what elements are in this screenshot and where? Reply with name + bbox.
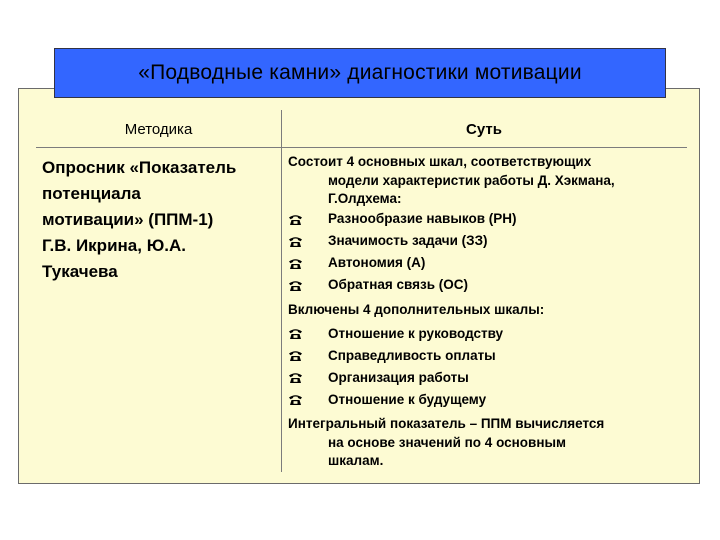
integral-text: шкалам. xyxy=(328,453,384,468)
telephone-icon xyxy=(288,258,328,270)
scale-label: Отношение к руководству xyxy=(328,325,504,341)
telephone-icon xyxy=(288,328,328,340)
scale-label: Значимость задачи (ЗЗ) xyxy=(328,233,488,249)
scale-label: Обратная связь (ОС) xyxy=(328,277,469,293)
telephone-icon xyxy=(288,394,328,406)
method-line: Г.В. Икрина, Ю.А. xyxy=(42,236,186,255)
list-item xyxy=(288,231,684,253)
list-item xyxy=(288,389,684,411)
integral-text: Интегральный показатель – ППМ вычисляется xyxy=(288,416,605,431)
essence-cell xyxy=(288,153,684,471)
list-item xyxy=(288,367,684,389)
telephone-icon xyxy=(288,350,328,362)
scale-label: Отношение к будущему xyxy=(328,391,487,407)
list-item xyxy=(288,275,684,297)
header-essence: Суть xyxy=(466,121,502,138)
list-item xyxy=(288,253,684,275)
scale-label: Автономия (А) xyxy=(328,255,426,271)
slide-title: «Подводные камни» диагностики мотивации xyxy=(54,48,666,98)
telephone-icon xyxy=(288,236,328,248)
telephone-icon xyxy=(288,280,328,292)
telephone-icon xyxy=(288,214,328,226)
integral-text: на основе значений по 4 основным xyxy=(328,434,567,450)
method-line: Опросник «Показатель xyxy=(42,158,237,177)
list-item xyxy=(288,323,684,345)
intro-text: Г.Олдхема: xyxy=(328,191,402,206)
scale-label: Разнообразие навыков (РН) xyxy=(328,211,517,227)
scale-label: Справедливость оплаты xyxy=(328,347,496,363)
list-item xyxy=(288,345,684,367)
method-line: мотивации» (ППМ-1) xyxy=(42,210,214,229)
scale-label: Организация работы xyxy=(328,369,469,385)
header-divider xyxy=(36,147,687,148)
method-line: Тукачева xyxy=(42,262,118,281)
list-item xyxy=(288,209,684,231)
intro-text: Состоит 4 основных шкал, соответствующих xyxy=(288,154,592,169)
telephone-icon xyxy=(288,372,328,384)
method-line: потенциала xyxy=(42,184,141,203)
additional-intro: Включены 4 дополнительных шкалы: xyxy=(288,301,545,317)
header-method: Методика xyxy=(124,121,193,138)
intro-text: модели характеристик работы Д. Хэкмана, xyxy=(328,172,615,188)
method-cell xyxy=(42,155,278,285)
column-divider xyxy=(281,110,282,472)
